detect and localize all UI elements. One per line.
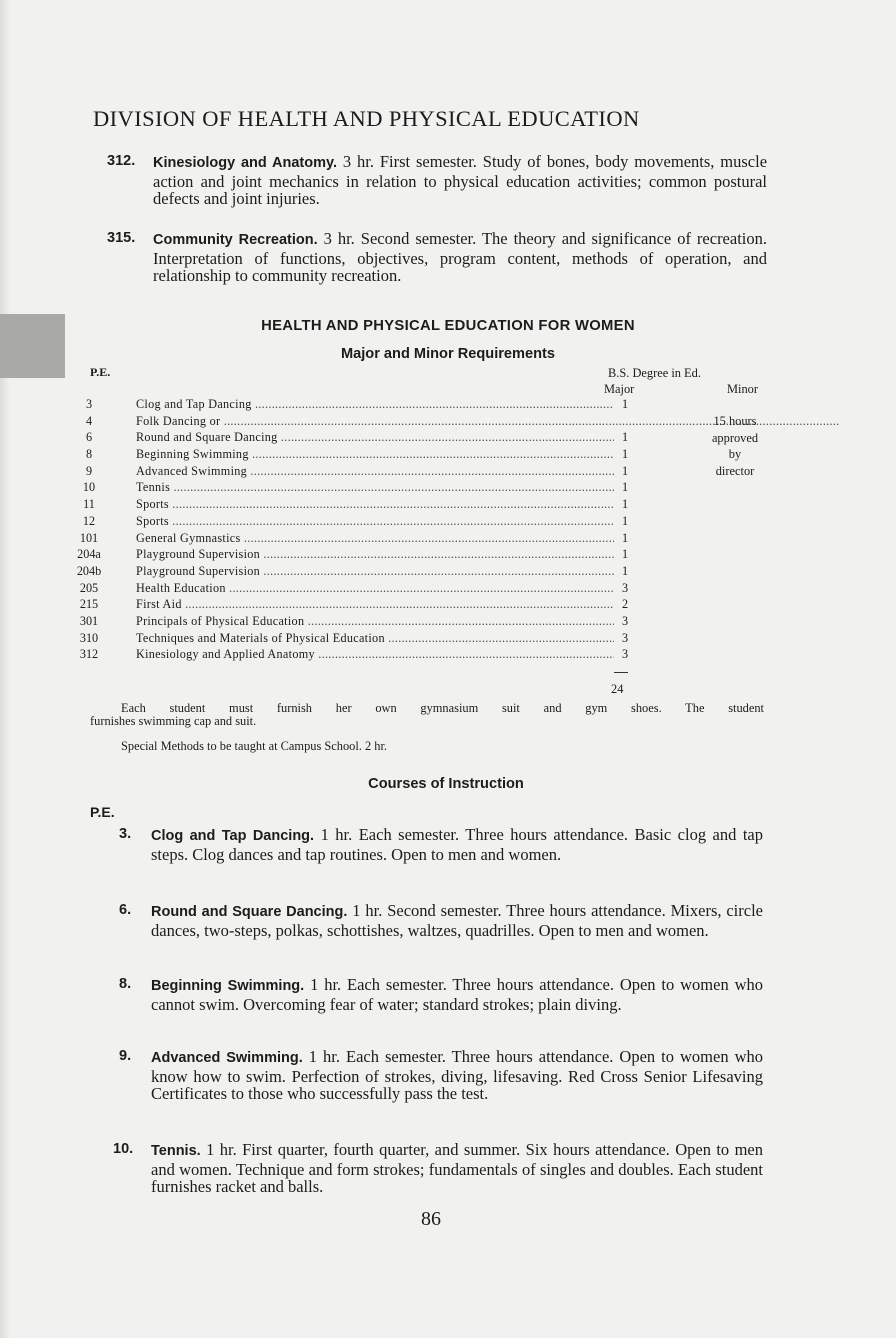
division-header: DIVISION OF HEALTH AND PHYSICAL EDUCATION <box>93 106 640 131</box>
course-name: Tennis ..... <box>136 480 614 495</box>
course-code: 312 <box>79 647 99 662</box>
course-description: 1 hr. Second semester. Three hours attendance. Mixers, circle dances, two-steps, polkas, schottishes, waltzes, quadrilles. Open to men and women. <box>151 901 763 940</box>
course-9 <box>107 1048 763 1103</box>
course-title: Kinesiology and Anatomy. <box>153 155 337 171</box>
note-gym-suit-line2: furnishes swimming cap and suit. <box>90 714 257 728</box>
course-name: Playground Supervision ..... <box>136 547 614 562</box>
major-label: Major <box>604 382 635 396</box>
course-315 <box>107 230 767 285</box>
major-hours: 1 <box>616 397 634 412</box>
instruction-pe-label: P.E. <box>90 804 115 820</box>
degree-label: B.S. Degree in Ed. <box>608 366 701 380</box>
major-hours: 3 <box>616 614 634 629</box>
course-code: 301 <box>79 613 99 628</box>
course-code: 3 <box>85 397 93 411</box>
table-row <box>70 414 770 431</box>
course-code: 8 <box>85 447 93 462</box>
course-code: 215 <box>79 597 99 612</box>
course-code: 310 <box>79 630 99 645</box>
major-hours: 3 <box>616 581 634 596</box>
major-hours: 1 <box>616 564 634 579</box>
course-name: Beginning Swimming ..... <box>136 447 614 462</box>
course-code: 205 <box>79 580 99 595</box>
table-row <box>70 647 770 664</box>
course-name: Sports ..... <box>136 497 614 512</box>
course-number: 312. <box>107 153 136 169</box>
course-name: Sports ..... <box>136 514 614 529</box>
course-number: 6. <box>119 902 132 918</box>
course-code: 9 <box>85 463 93 478</box>
course-name: Folk Dancing or ..... <box>136 414 614 429</box>
course-code: 4 <box>85 413 93 428</box>
major-hours: 1 <box>616 430 634 445</box>
course-number: 10. <box>113 1141 134 1157</box>
course-number: 9. <box>119 1048 132 1064</box>
course-6 <box>107 902 763 939</box>
table-row <box>70 564 770 581</box>
course-code: 12 <box>82 513 96 528</box>
course-code: 10 <box>82 480 96 495</box>
course-10 <box>107 1141 763 1196</box>
course-code: 204b <box>76 563 102 578</box>
pe-label: P.E. <box>90 365 111 379</box>
course-8 <box>107 976 763 1013</box>
table-row <box>70 514 770 531</box>
major-hours: 1 <box>616 447 634 462</box>
page-number: 86 <box>421 1208 441 1230</box>
major-hours: 3 <box>616 631 634 646</box>
major-hours: 1 <box>616 547 634 562</box>
instruction-title: Courses of Instruction <box>368 776 524 792</box>
course-description: 1 hr. Each semester. Three hours attendance. Open to women who know how to swim. Perfection of strokes, diving, lifesaving. Red Cross Senior Lifesaving Certificates to those who successfully pass the test. <box>151 1047 764 1104</box>
major-hours: 1 <box>616 497 634 512</box>
course-name: First Aid ..... <box>136 597 614 612</box>
requirements-subtitle: Major and Minor Requirements <box>340 346 556 362</box>
table-row <box>70 397 770 414</box>
course-code: 6 <box>85 430 93 445</box>
table-row <box>70 497 770 514</box>
major-hours: 1 <box>616 480 634 495</box>
table-row <box>70 614 770 631</box>
total-rule <box>614 672 628 673</box>
table-row <box>70 631 770 648</box>
table-row <box>70 547 770 564</box>
table-row <box>70 447 770 464</box>
course-description: 3 hr. First semester. Study of bones, body movements, muscle action and joint mechanics in relation to physical education activities; common postural defects and joint injuries. <box>153 152 768 208</box>
major-total: 24 <box>611 682 624 696</box>
course-code: 204a <box>77 547 101 562</box>
minor-label: Minor <box>727 382 758 396</box>
major-hours: 3 <box>616 647 634 662</box>
course-312 <box>107 153 767 208</box>
course-description: 1 hr. Each semester. Three hours attendance. Open to women who cannot swim. Overcoming fear of water; standard strokes; plain diving. <box>151 975 764 1014</box>
major-hours: 2 <box>616 597 634 612</box>
major-hours: 1 <box>616 531 634 546</box>
course-name: Principals of Physical Education ..... <box>136 614 614 629</box>
course-name: Clog and Tap Dancing ..... <box>136 397 614 412</box>
course-name: Techniques and Materials of Physical Education ..... <box>136 631 614 646</box>
course-name: Health Education ..... <box>136 581 614 596</box>
course-3 <box>107 826 763 863</box>
course-title: Round and Square Dancing. <box>151 904 348 920</box>
course-title: Community Recreation. <box>153 232 318 248</box>
course-number: 315. <box>107 230 136 246</box>
course-name: Advanced Swimming ..... <box>136 464 614 479</box>
course-name: Playground Supervision ..... <box>136 564 614 579</box>
requirements-table <box>70 397 770 664</box>
course-title: Clog and Tap Dancing. <box>151 828 315 844</box>
page-edge-shadow <box>0 0 10 1338</box>
major-hours: 1 <box>616 514 634 529</box>
major-hours: 1 <box>616 464 634 479</box>
course-description: 1 hr. Each semester. Three hours attendance. Basic clog and tap steps. Clog dances and tap routines. Open to men and women. <box>151 825 764 864</box>
table-row <box>70 430 770 447</box>
course-title: Tennis. <box>151 1143 201 1159</box>
table-row <box>70 581 770 598</box>
course-number: 8. <box>119 976 132 992</box>
note-special-methods: Special Methods to be taught at Campus School. 2 hr. <box>121 739 388 753</box>
course-title: Beginning Swimming. <box>151 978 305 994</box>
minor-requirement-note: 15 hours approved by director <box>711 414 759 478</box>
course-name: Round and Square Dancing ..... <box>136 430 614 445</box>
table-row <box>70 464 770 481</box>
course-number: 3. <box>119 826 132 842</box>
table-row <box>70 531 770 548</box>
table-row <box>70 597 770 614</box>
course-description: 3 hr. Second semester. The theory and significance of recreation. Interpretation of functions, objectives, program content, methods of operation, and relationship to community recreation. <box>153 229 768 285</box>
note-gym-suit-line1: Each student must furnish her own gymnasium suit and gym shoes. The student <box>121 701 764 715</box>
section-title: HEALTH AND PHYSICAL EDUCATION FOR WOMEN <box>261 318 635 334</box>
course-name: Kinesiology and Applied Anatomy ..... <box>136 647 614 662</box>
course-code: 11 <box>83 497 95 512</box>
table-row <box>70 480 770 497</box>
course-description: 1 hr. First quarter, fourth quarter, and summer. Six hours attendance. Open to men and women. Technique and form strokes; fundamentals of singles and doubles. Each student furnishes racket and balls. <box>151 1140 763 1197</box>
course-name: General Gymnastics ..... <box>136 531 614 546</box>
course-code: 101 <box>79 530 99 545</box>
course-title: Advanced Swimming. <box>151 1050 303 1066</box>
